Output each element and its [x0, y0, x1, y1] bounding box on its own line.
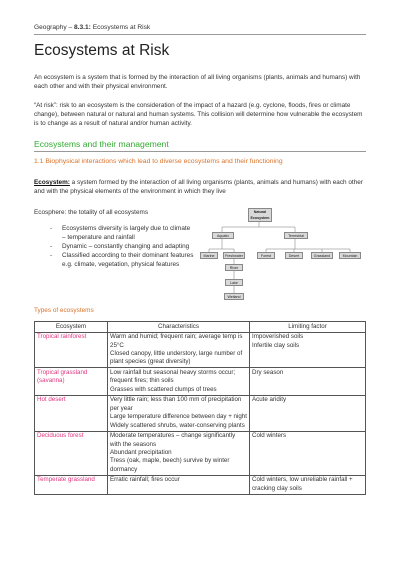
- subsection-heading: 1.1 Biophysical interactions which lead to diverse ecosystems and their functioning: [34, 158, 283, 165]
- characteristic-line: Widely scattered shrubs, water-conserving plants: [110, 421, 245, 429]
- bullet-item: - Classified according to their dominant features e.g. climate, vegetation, physical features: [62, 252, 194, 270]
- bullet-item: - Dynamic – constantly changing and adapting: [62, 243, 194, 252]
- ecosystem-characteristics: [108, 475, 250, 494]
- definition-term: Ecosystem:: [34, 179, 70, 186]
- diagram-node-mountain: Mountain: [339, 252, 361, 259]
- ecosystem-limiting-factor: [250, 431, 366, 475]
- header-topic: Ecosystems at Risk: [92, 24, 151, 31]
- ecosystem-definition: [34, 178, 366, 196]
- table-row: [35, 332, 366, 368]
- ecosystem-characteristics: [108, 395, 250, 431]
- ecosystem-limiting-factor: [250, 475, 366, 494]
- limiting-line: Acute aridity: [252, 396, 287, 404]
- characteristic-line: Erratic rainfall; fires occur: [110, 476, 180, 484]
- ecosystem-limiting-factor: [250, 332, 366, 368]
- ecosystem-characteristics: [108, 332, 250, 368]
- diagram-node-desert: Desert: [285, 252, 303, 259]
- types-of-ecosystems-label: Types of ecosystems: [34, 307, 94, 314]
- column-header-characteristics: Characteristics: [108, 322, 250, 333]
- ecosystem-bullet-list: [62, 225, 194, 270]
- ecosystem-limiting-factor: [250, 368, 366, 395]
- intro-paragraph-2: “At risk”: risk to an ecosystem is the consideration of the impact of a hazard (e.g. cyclone, floods, fires or climate change), between natural or natural and human systems. This collision will determine how vulnerable the ecosystem is to change as a result of natural and/or human activity.: [34, 102, 363, 128]
- characteristic-line: Low rainfall but seasonal heavy storms occur; frequent fires; thin soils: [110, 369, 236, 385]
- ecosystem-name: Tropical grassland (savanna): [35, 368, 108, 395]
- diagram-node-grassland: Grassland: [311, 252, 333, 259]
- ecosystem-characteristics: [108, 431, 250, 475]
- column-header-ecosystem: Ecosystem: [35, 322, 108, 333]
- limiting-line: Impoverished soils: [252, 333, 304, 341]
- table-row: [35, 475, 366, 494]
- limiting-line: Dry season: [252, 369, 284, 376]
- limiting-line: Cold winters: [252, 432, 287, 440]
- table-row: [35, 431, 366, 475]
- diagram-node-forest: Forest: [257, 252, 275, 259]
- diagram-node-wetland: Wetland: [224, 293, 244, 300]
- bullet-item: - Ecosystems diversity is largely due to climate – temperature and rainfall: [62, 225, 194, 243]
- section-divider: [34, 151, 366, 152]
- diagram-node-lake: Lake: [225, 279, 243, 286]
- diagram-node-freshwater: Freshwater: [223, 252, 245, 259]
- header-subject: Geography –: [34, 24, 73, 31]
- section-heading: Ecosystems and their management: [34, 139, 169, 149]
- table-header-row: [35, 322, 366, 333]
- characteristic-line: Warm and humid; frequent rain; average temp is 25°C: [110, 333, 243, 349]
- characteristic-line: Very little rain; less than 100 mm of precipitation per year: [110, 396, 242, 412]
- ecosystem-name: Hot desert: [35, 395, 108, 431]
- page-title: Ecosystems at Risk: [34, 42, 170, 59]
- limiting-line: Infertile clay soils: [252, 341, 300, 349]
- characteristic-line: Moderate temperatures – change significantly with the seasons: [110, 432, 236, 448]
- diagram-node-root: Natural Ecosystem: [248, 208, 272, 222]
- header-code: 8.3.1:: [73, 24, 91, 31]
- ecosystem-name: Deciduous forest: [35, 431, 108, 475]
- ecosystem-characteristics: [108, 368, 250, 395]
- characteristic-line: Abundant precipitation: [110, 449, 172, 457]
- diagram-node-river: River: [225, 264, 243, 271]
- characteristic-line: Tress (oak, maple, beech) survive by winter dormancy: [110, 457, 230, 473]
- ecosphere-definition: Ecosphere: the totality of all ecosystems: [34, 209, 149, 216]
- definition-text: a system formed by the interaction of all living organisms (plants, animals and humans) with each other and with the physical elements of the environment in which they live: [34, 179, 363, 196]
- header-divider: [34, 34, 366, 35]
- ecosystem-classification-diagram: [198, 207, 364, 303]
- diagram-node-aquatic: Aquatic: [212, 232, 234, 239]
- table-row: [35, 368, 366, 395]
- characteristic-line: Grasses with scattered clumps of trees: [110, 385, 217, 393]
- characteristic-line: Closed canopy, little understory, large number of plant species (great diversity): [110, 350, 243, 366]
- column-header-limiting-factor: Limiting factor: [250, 322, 366, 333]
- ecosystem-name: Temperate grassland: [35, 475, 108, 494]
- table-row: [35, 395, 366, 431]
- characteristic-line: Large temperature difference between day + night: [110, 413, 247, 421]
- limiting-line: Cold winters, low unreliable rainfall + cracking clay soils: [252, 476, 353, 492]
- intro-paragraph-1: An ecosystem is a system that is formed by the interaction of all living organisms (plants, animals and humans) with each other and with their physical environment.: [34, 74, 361, 91]
- diagram-node-marine: Marine: [200, 252, 218, 259]
- diagram-node-terrestrial: Terrestrial: [284, 232, 308, 239]
- page-header: [34, 24, 150, 31]
- ecosystem-limiting-factor: [250, 395, 366, 431]
- ecosystem-name: Tropical rainforest: [35, 332, 108, 368]
- ecosystem-types-table: [34, 321, 366, 495]
